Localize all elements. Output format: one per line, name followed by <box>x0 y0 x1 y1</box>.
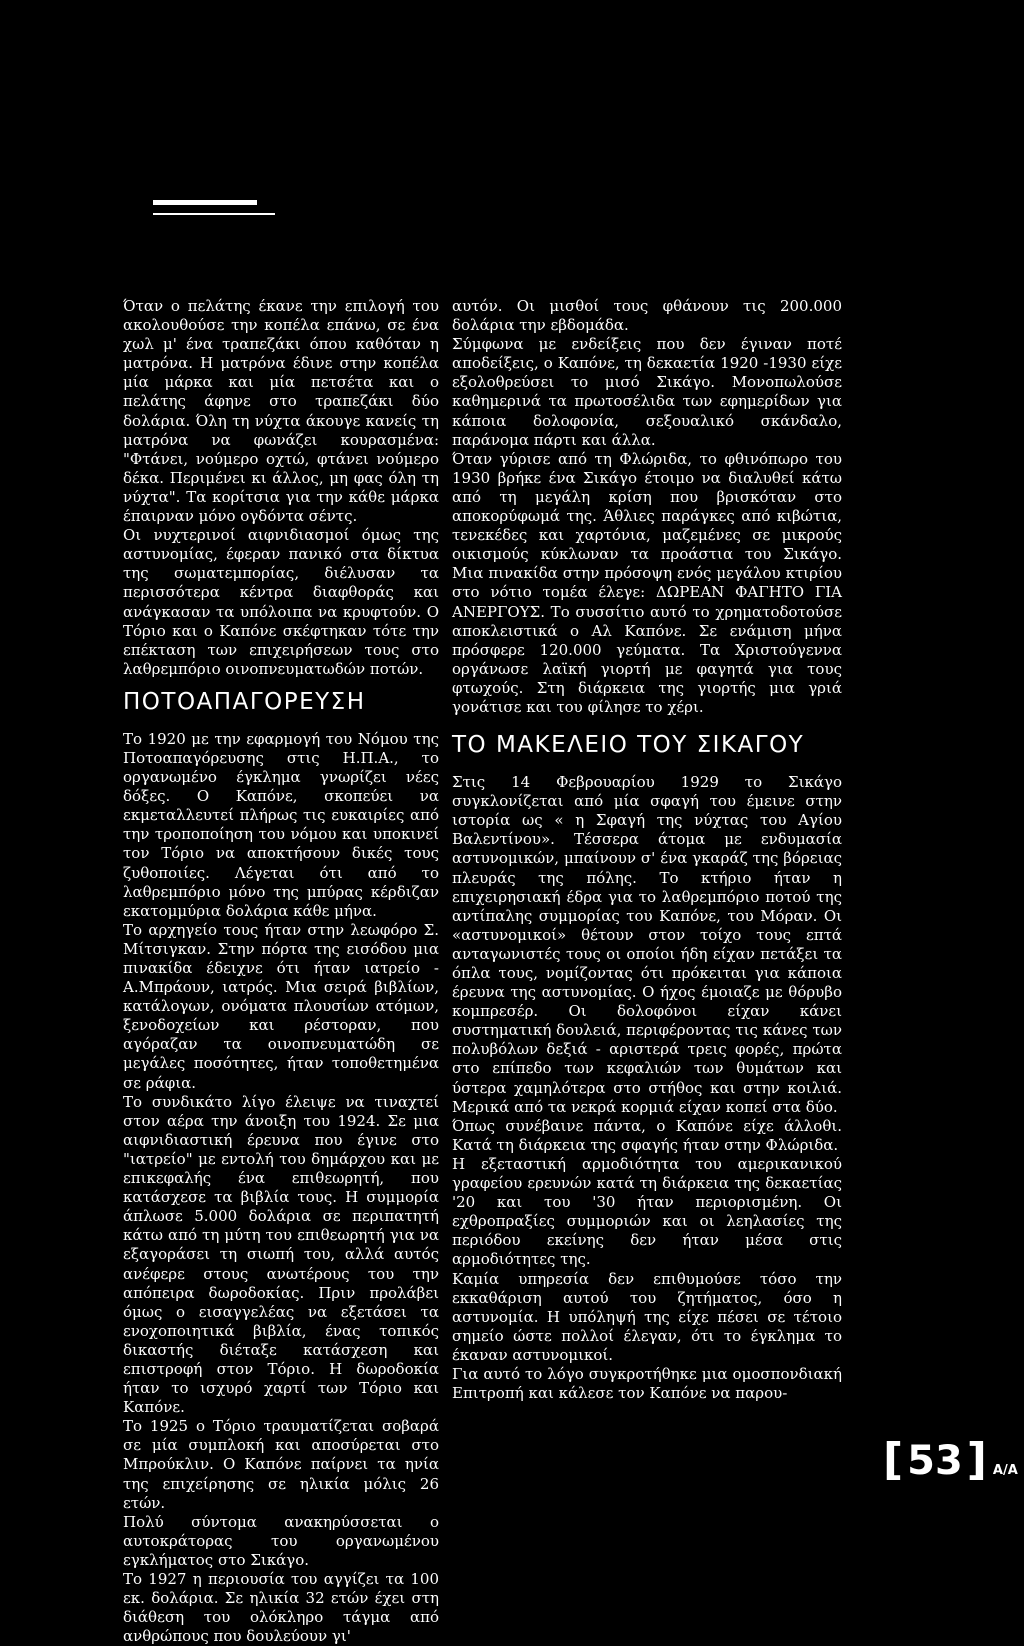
left-column <box>123 297 439 1646</box>
page-number-bracket-open: [ <box>883 1434 904 1485</box>
paragraph: αυτόν. Οι μισθοί τους φθάνουν τις 200.000 δολάρια την εβδομάδα. <box>452 297 842 335</box>
page-number-bracket-close: ] <box>966 1434 987 1485</box>
paragraph: Το 1925 ο Τόριο τραυματίζεται σοβαρά σε μία συμπλοκή και αποσύρεται στο Μπρούκλιν. Ο Καπόνε παίρνει τα ηνία της επιχείρησης σε ηλικία μόλις 26 ετών. <box>123 1417 439 1512</box>
page-number <box>883 1434 1018 1485</box>
publication-tag: A/A <box>992 1463 1018 1478</box>
section-heading-massacre: ΤΟ ΜΑΚΕΛΕΙΟ ΤΟΥ ΣΙΚΑΓΟΥ <box>452 732 805 759</box>
paragraph: Όταν ο πελάτης έκανε την επιλογή του ακολουθούσε την κοπέλα επάνω, σε ένα χωλ μ' ένα τραπεζάκι όπου καθόταν η ματρόνα. Η ματρόνα έδινε στην κοπέλα μία μάρκα και μία πετσέτα και ο πελάτης άφηνε στο τραπεζάκι δύο δολάρια. Όλη τη νύχτα άκουγε κανείς τη ματρόνα να φωνάζει κουρασμένα: "Φτάνει, νούμερο οχτώ, φτάνει νούμερο δέκα. Περιμένει κι άλλος, μη φας όλη τη νύχτα". Τα κορίτσια για την κάθε μάρκα έπαιρναν μόνο ογδόντα σέντς. <box>123 297 439 526</box>
paragraph: Καμία υπηρεσία δεν επιθυμούσε τόσο την εκκαθάριση αυτού του ζητήματος, όσο η αστυνομία. Η υπόληψή της είχε πέσει σε τέτοιο σημείο ώστε πολλοί έλεγαν, ότι το έγκλημα το έκαναν αστυνομικοί. <box>452 1269 842 1364</box>
paragraph: Για αυτό το λόγο συγκροτήθηκε μια ομοσπονδιακή Επιτροπή και κάλεσε τον Καπόνε να παρου- <box>452 1364 842 1403</box>
paragraph: Το αρχηγείο τους ήταν στην λεωφόρο Σ. Μίτσιγκαν. Στην πόρτα της εισόδου μια πινακίδα έδειχνε ότι ήταν ιατρείο - Α.Μπράουν, ιατρός. Μια σειρά βιβλίων, κατάλογων, ονόματα πλουσίων ατόμων, ξενοδοχείων και ρέστοραν, που αγόραζαν τα οινοπνευματώδη σε μεγάλες ποσότητες, ήταν τοποθετημένα σε ράφια. <box>123 920 439 1092</box>
paragraph: Όπως συνέβαινε πάντα, ο Καπόνε είχε άλλοθι. Κατά τη διάρκεια της σφαγής ήταν στην Φλώριδα. <box>452 1116 842 1154</box>
paragraph: Σύμφωνα με ενδείξεις που δεν έγιναν ποτέ αποδείξεις, ο Καπόνε, τη δεκαετία 1920 -1930 είχε εξολοθρεύσει το μισό Σικάγο. Μονοπωλούσε καθημερινά τα πρωτοσέλιδα των εφημερίδων για κάποια δολοφονία, σεξουαλικό σκάνδαλο, παράνομα πάρτι και άλλα. <box>452 335 842 449</box>
header-rule-thin <box>153 213 275 215</box>
paragraph: Οι νυχτερινοί αιφνιδιασμοί όμως της αστυνομίας, έφεραν πανικό στα δίκτυα της σωματεμπορίας, διέλυσαν τα περισσότερα κέντρα διαφθοράς και ανάγκασαν τα υπόλοιπα να κρυφτούν. Ο Τόριο και ο Καπόνε σκέφτηκαν τότε την επέκταση των επιχειρήσεων τους στο λαθρεμπόριο οινοπνευματωδών ποτών. <box>123 526 439 678</box>
paragraph: Η εξεταστική αρμοδιότητα του αμερικανικού γραφείου ερευνών κατά τη διάρκεια της δεκαετίας '20 και του '30 ήταν περιορισμένη. Οι εχθροπραξίες συμμοριών και οι λεηλασίες της περιόδου εκείνης δεν ήταν μέσα στις αρμοδιότητες της. <box>452 1154 842 1269</box>
paragraph: Πολύ σύντομα ανακηρύσσεται ο αυτοκράτορας του οργανωμένου εγκλήματος στο Σικάγο. <box>123 1512 439 1569</box>
header-rule-thick <box>153 200 257 205</box>
paragraph: Όταν γύρισε από τη Φλώριδα, το φθινόπωρο του 1930 βρήκε ένα Σικάγο έτοιμο να διαλυθεί κάτω από τη μεγάλη κρίση που βρισκόταν στο αποκορύφωμά της. Άθλιες παράγκες από κιβώτια, τενεκέδες και χαρτόνια, μαζεμένες σε μικρούς οικισμούς κύκλωναν τα προάστια του Σικάγο. Μια πινακίδα στην πρόσοψη ενός μεγάλου κτιρίου στο νότιο τομέα έλεγε: ΔΩΡΕΑΝ ΦΑΓΗΤΟ ΓΙΑ ΑΝΕΡΓΟΥΣ. Το συσσίτιο αυτό το χρηματοδοτούσε αποκλειστικά ο Αλ Καπόνε. Σε ενάμιση μήνα πρόσφερε 120.000 γεύματα. Τα Χριστούγεννα οργάνωσε λαϊκή γιορτή με φαγητά για τους φτωχούς. Στη διάρκεια της γιορτής μια γριά γονάτισε και του φίλησε το χέρι. <box>452 449 842 716</box>
right-column <box>452 297 842 1403</box>
paragraph: Στις 14 Φεβρουαρίου 1929 το Σικάγο συγκλονίζεται από μία σφαγή του έμεινε στην ιστορία ως « η Σφαγή της νύχτας του Αγίου Βαλεντίνου». Τέσσερα άτομα με ενδυμασία αστυνομικών, μπαίνουν σ' ένα γκαράζ της βόρειας πλευράς της πόλης. Το κτήριο ήταν η επιχειρησιακή έδρα για το λαθρεμπόριο ποτού της αντίπαλης συμμορίας του Καπόνε, του Μόραν. Οι «αστυνομικοί» θέτουν στον τοίχο τους επτά ανταγωνιστές τους οι οποίοι ήδη είχαν πετάξει τα όπλα τους, νομίζοντας ότι πρόκειται για κάποια έρευνα της αστυνομίας. Ο ήχος έμοιαζε με θόρυβο κομπρεσέρ. Οι δολοφόνοι είχαν κάνει συστηματική δουλειά, περιφέροντας τις κάνες των πολυβόλων δεξιά - αριστερά τρεις φορές, πρώτα στο επίπεδο των κεφαλιών των θυμάτων και ύστερα χαμηλότερα στο στήθος και στην κοιλιά. Μερικά από τα νεκρά κορμιά είχαν κοπεί στα δύο. <box>452 773 842 1116</box>
paragraph: Το 1920 με την εφαρμογή του Νόμου της Ποτοαπαγόρευσης στις Η.Π.Α., το οργανωμένο έγκλημα γνωρίζει νέες δόξες. Ο Καπόνε, σκοπεύει να εκμεταλλευτεί πλήρως τις ευκαιρίες από την τροποποίηση του νόμου και υποκινεί τον Τόριο να αποκτήσουν δικές τους ζυθοποιίες. Λέγεται ότι από το λαθρεμπόριο μόνο της μπύρας κέρδιζαν εκατομμύρια δολάρια κάθε μήνα. <box>123 729 439 920</box>
page-number-value: 53 <box>907 1438 963 1484</box>
paragraph: Το 1927 η περιουσία του αγγίζει τα 100 εκ. δολάρια. Σε ηλικία 32 ετών έχει στη διάθεση του ολόκληρο τάγμα από ανθρώπους που δουλεύουν γι' <box>123 1570 439 1646</box>
section-heading-prohibition: ΠΟΤΟΑΠΑΓΟΡΕΥΣΗ <box>123 688 366 715</box>
paragraph: Το συνδικάτο λίγο έλειψε να τιναχτεί στον αέρα την άνοιξη του 1924. Σε μια αιφνιδιαστική έρευνα που έγινε στο "ιατρείο" με εντολή του δημάρχου και με επικεφαλής ένα επιθεωρητή, που κατάσχεσε τα βιβλία τους. Η συμμορία άπλωσε 5.000 δολάρια σε περιπατητή κάτω από τη μύτη του επιθεωρητή για να εξαγοράσει τη σιωπή του, αλλά αυτός ανέφερε στους ανωτέρους του την απόπειρα δωροδοκίας. Πριν προλάβει όμως ο εισαγγελέας να εξετάσει τα ενοχοποιητικά βιβλία, ένας τοπικός δικαστής διέταξε κατάσχεση και επιστροφή στον Τόριο. Η δωροδοκία ήταν το ισχυρό χαρτί των Τόριο και Καπόνε. <box>123 1092 439 1417</box>
